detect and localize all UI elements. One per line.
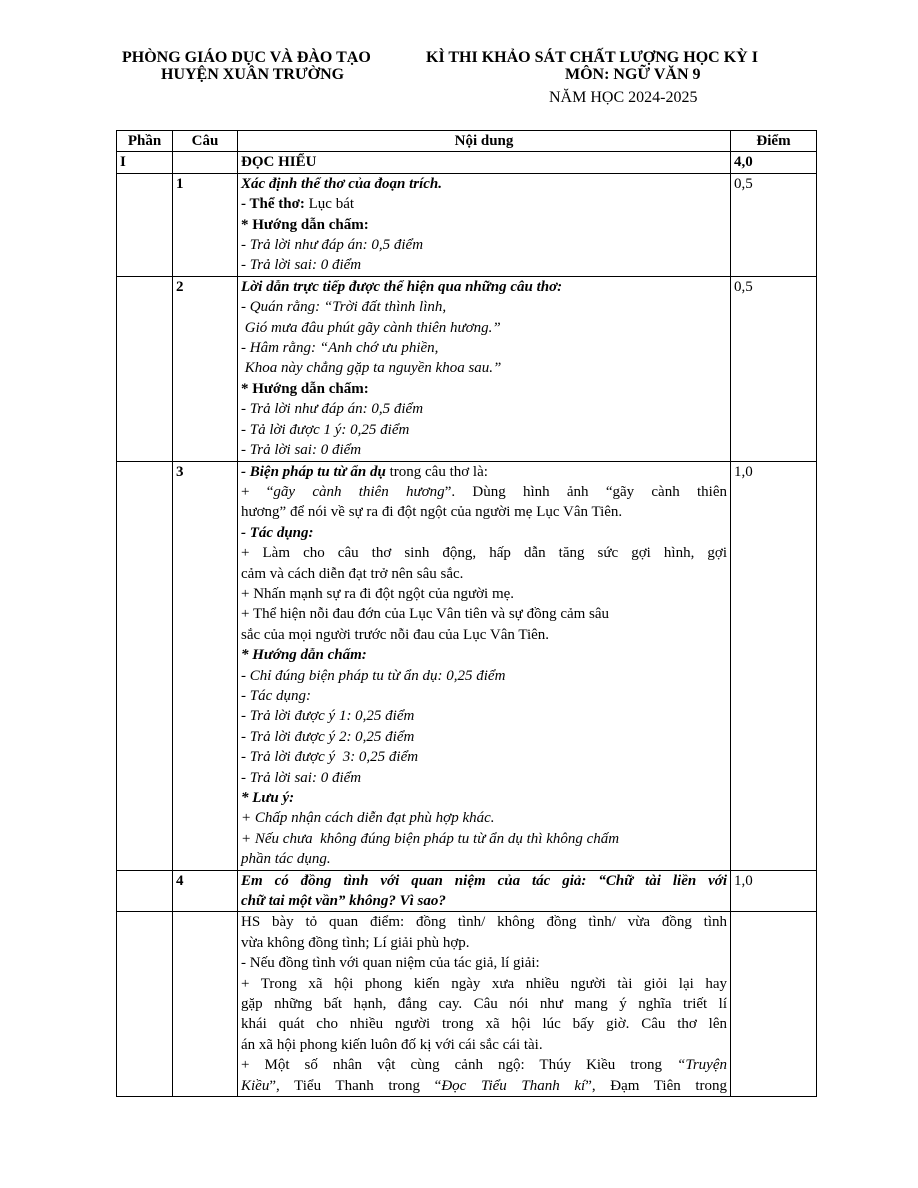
question-title: Em có đồng tình với quan niệm của tác giả: “Chữ tài liền với xyxy=(241,872,727,889)
text-fragment: Đọc Tiểu Thanh kí xyxy=(441,1077,586,1094)
effect-line: + Làm cho câu thơ sinh động, hấp dẫn tăng sức gợi hình, gợi xyxy=(241,545,727,562)
part-cell xyxy=(117,870,173,912)
question-number: 2 xyxy=(173,276,238,461)
table-row xyxy=(117,173,817,276)
header-question: Câu xyxy=(173,131,238,152)
device-rest: trong câu thơ là: xyxy=(385,463,488,480)
guide-line: - Trả lời sai: 0 điểm xyxy=(241,257,362,274)
text-fragment: “Truyện xyxy=(676,1057,727,1074)
answer-line: án xã hội phong kiến luôn đố kị với cái sắc cái tài. xyxy=(241,1036,543,1053)
answer-key-table xyxy=(116,130,817,1097)
table-header-row xyxy=(117,131,817,152)
header-part: Phần xyxy=(117,131,173,152)
answer-line: + Trong xã hội phong kiến ngày xưa nhiều người tài giỏi lại hay xyxy=(241,975,727,992)
guide-line: - Tả lời được 1 ý: 0,25 điểm xyxy=(241,421,410,438)
note-title: * Lưu ý: xyxy=(241,790,295,806)
part-cell xyxy=(117,276,173,461)
answer-line: vừa không đồng tình; Lí giải phù hợp. xyxy=(241,934,470,951)
table-row xyxy=(117,461,817,870)
effect-title: - Tác dụng: xyxy=(241,524,314,541)
section-score: 4,0 xyxy=(731,152,817,173)
effect-line: sắc của mọi người trước nỗi đau của Lục Vân Tiên. xyxy=(241,626,550,643)
question-score: 0,5 xyxy=(731,173,817,276)
subject-title: MÔN: NGỮ VĂN 9 xyxy=(565,66,701,83)
text-fragment: gãy cành thiên hương xyxy=(273,483,445,500)
text-fragment: Kiều xyxy=(241,1077,270,1094)
section-title: ĐỌC HIỂU xyxy=(238,152,731,173)
guide-line: - Trả lời được ý 2: 0,25 điểm xyxy=(241,728,415,745)
guide-line: - Trả lời được ý 1: 0,25 điểm xyxy=(241,708,415,725)
question-content xyxy=(238,173,731,276)
question-title: Lời dẫn trực tiếp được thể hiện qua những câu thơ: xyxy=(241,278,563,295)
header-content: Nội dung xyxy=(238,131,731,152)
question-score: 0,5 xyxy=(731,276,817,461)
department-name: PHÒNG GIÁO DỤC VÀ ĐÀO TẠO xyxy=(122,49,371,66)
quote-line: Khoa này chẳng gặp ta nguyền khoa sau.” xyxy=(241,360,502,377)
answer-line xyxy=(241,1055,727,1075)
effect-line: + Nhấn mạnh sự ra đi đột ngột của người mẹ. xyxy=(241,585,515,602)
question-number: 3 xyxy=(173,461,238,870)
section-empty-cell xyxy=(173,152,238,173)
note-line: + Nếu chưa không đúng biện pháp tu từ ẩn dụ thì không chấm xyxy=(241,830,620,847)
section-row xyxy=(117,152,817,173)
exam-title: KÌ THI KHẢO SÁT CHẤT LƯỢNG HỌC KỲ I xyxy=(426,49,758,66)
part-cell xyxy=(117,912,173,1097)
text-fragment: + Một số nhân vật cùng cảnh ngộ: Thúy Kiều trong xyxy=(241,1057,677,1074)
guide-title: * Hướng dẫn chấm: xyxy=(241,216,369,233)
table-row xyxy=(117,870,817,912)
text-fragment: + “ xyxy=(241,483,274,500)
guide-line: - Chỉ đúng biện pháp tu từ ẩn dụ: 0,25 điểm xyxy=(241,667,506,684)
text-fragment: ”. Dùng hình ảnh “gãy cành thiên xyxy=(444,483,727,500)
guide-line: - Trả lời được ý 3: 0,25 điểm xyxy=(241,749,419,766)
district-name: HUYỆN XUÂN TRƯỜNG xyxy=(161,66,345,83)
guide-line: - Trả lời sai: 0 điểm xyxy=(241,442,362,459)
device-line xyxy=(241,462,727,482)
section-part: I xyxy=(117,152,173,173)
header-score: Điểm xyxy=(731,131,817,152)
quote-line: - Hâm rằng: “Anh chớ ưu phiền, xyxy=(241,340,439,357)
answer-line: HS bày tỏ quan điểm: đồng tình/ không đồng tình/ vừa đồng tình xyxy=(241,914,727,931)
table-row xyxy=(117,912,817,1097)
effect-line: cảm và cách diễn đạt trở nên sâu sắc. xyxy=(241,565,464,582)
answer-line xyxy=(241,194,727,214)
answer-line: khái quát cho nhiều người trong xã hội lúc bấy giờ. Câu thơ lên xyxy=(241,1016,727,1033)
guide-line: - Trả lời sai: 0 điểm xyxy=(241,769,362,786)
question-content xyxy=(238,870,731,912)
guide-line: - Tác dụng: xyxy=(241,687,311,704)
answer-line: - Nếu đồng tình với quan niệm của tác giả, lí giải: xyxy=(241,955,540,972)
part-cell xyxy=(117,173,173,276)
answer-content xyxy=(238,912,731,1097)
quote-line: - Quán rằng: “Trời đất thình lình, xyxy=(241,299,447,316)
guide-title: * Hướng dẫn chấm: xyxy=(241,380,369,397)
question-number-empty xyxy=(173,912,238,1097)
answer-line xyxy=(241,1076,727,1096)
question-content xyxy=(238,461,731,870)
text-fragment: ”, Đạm Tiên trong xyxy=(585,1077,728,1094)
quote-line: Gió mưa đâu phút gãy cành thiên hương.” xyxy=(241,319,501,336)
guide-title: * Hướng dẫn chấm: xyxy=(241,647,367,664)
answer-line: gặp những bất hạnh, đắng cay. Câu nói như mang ý nghĩa triết lí xyxy=(241,996,727,1013)
text-fragment: ”, Tiểu Thanh trong “ xyxy=(269,1077,442,1094)
question-score: 1,0 xyxy=(731,870,817,912)
guide-line: - Trả lời như đáp án: 0,5 điểm xyxy=(241,237,424,254)
question-number: 1 xyxy=(173,173,238,276)
device-explain-line: hương” để nói về sự ra đi đột ngột của người mẹ Lục Vân Tiên. xyxy=(241,504,623,521)
note-line: phần tác dụng. xyxy=(241,851,331,868)
note-line: + Chấp nhận cách diễn đạt phù hợp khác. xyxy=(241,810,495,827)
effect-line: + Thể hiện nỗi đau đớn của Lục Vân tiên và sự đồng cảm sâu xyxy=(241,606,610,623)
answer-label: - Thể thơ: xyxy=(241,196,305,213)
answer-value: Lục bát xyxy=(304,196,355,213)
guide-line: - Trả lời như đáp án: 0,5 điểm xyxy=(241,401,424,418)
question-score: 1,0 xyxy=(731,461,817,870)
question-title: chữ tai một vần” không? Vì sao? xyxy=(241,893,446,910)
part-cell xyxy=(117,461,173,870)
table-row xyxy=(117,276,817,461)
device-example-line xyxy=(241,482,727,502)
question-content xyxy=(238,276,731,461)
device-name: - Biện pháp tu từ ẩn dụ xyxy=(241,463,386,480)
score-empty xyxy=(731,912,817,1097)
school-year: NĂM HỌC 2024-2025 xyxy=(549,89,698,106)
question-number: 4 xyxy=(173,870,238,912)
question-title: Xác định thể thơ của đoạn trích. xyxy=(241,175,443,192)
